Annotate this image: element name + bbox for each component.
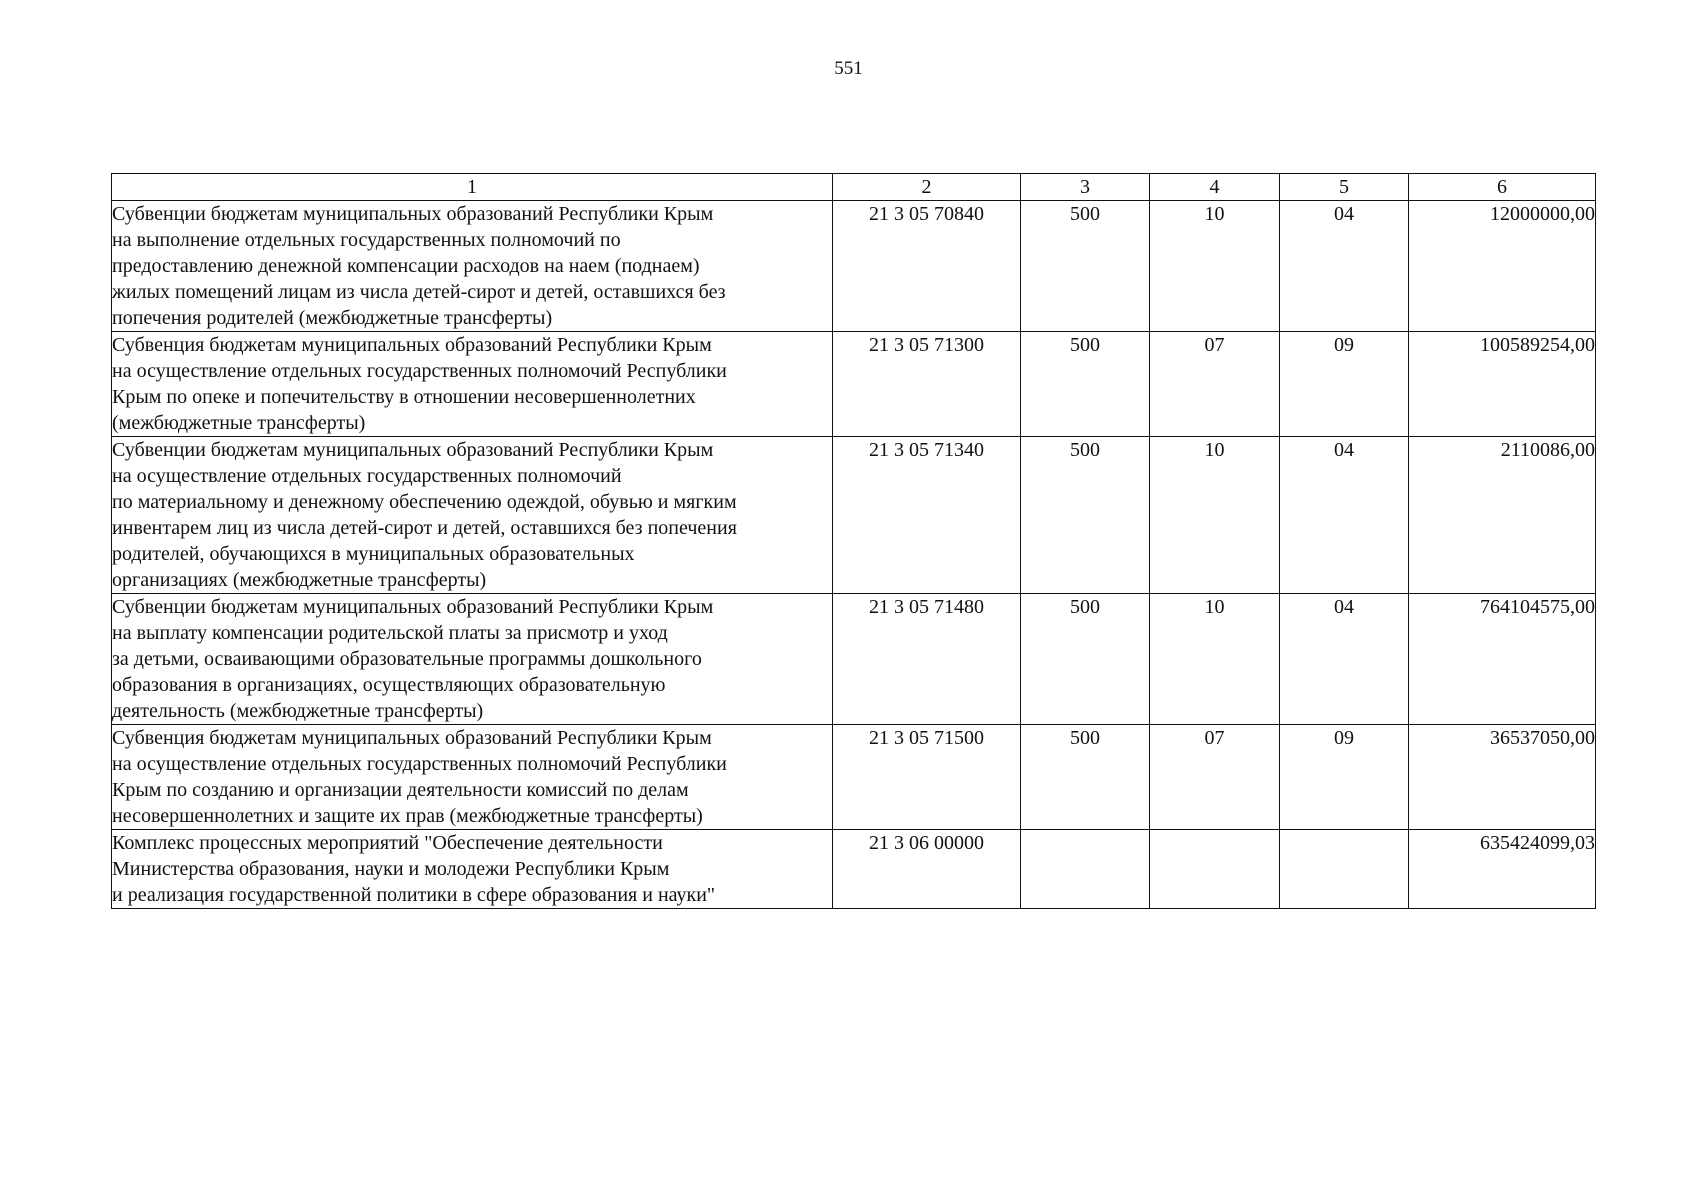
description-line: несовершеннолетних и защите их прав (межбюджетные трансферты) xyxy=(112,805,703,827)
column-4-cell: 10 xyxy=(1150,201,1280,332)
target-code-cell: 21 3 05 71480 xyxy=(833,594,1021,725)
description-line: родителей, обучающихся в муниципальных образовательных xyxy=(112,543,635,565)
description-cell xyxy=(112,201,833,332)
column-5-cell: 09 xyxy=(1280,725,1409,830)
description-cell xyxy=(112,594,833,725)
target-code-cell: 21 3 05 71500 xyxy=(833,725,1021,830)
amount-cell: 100589254,00 xyxy=(1409,332,1596,437)
column-5-cell: 04 xyxy=(1280,437,1409,594)
description-cell xyxy=(112,332,833,437)
column-5-cell: 04 xyxy=(1280,201,1409,332)
description-line: Субвенции бюджетам муниципальных образований Республики Крым xyxy=(112,439,714,461)
description-line: Субвенции бюджетам муниципальных образований Республики Крым xyxy=(112,596,714,618)
table-row xyxy=(112,437,1596,594)
target-code-cell: 21 3 05 70840 xyxy=(833,201,1021,332)
target-code-cell: 21 3 06 00000 xyxy=(833,830,1021,909)
description-line: Комплекс процессных мероприятий "Обеспечение деятельности xyxy=(112,832,663,854)
description-line: попечения родителей (межбюджетные трансферты) xyxy=(112,307,553,329)
column-4-cell: 10 xyxy=(1150,594,1280,725)
column-header-6: 6 xyxy=(1409,174,1596,201)
column-header-3: 3 xyxy=(1021,174,1150,201)
amount-cell: 36537050,00 xyxy=(1409,725,1596,830)
column-5-cell xyxy=(1280,830,1409,909)
column-3-cell: 500 xyxy=(1021,201,1150,332)
table-header-row xyxy=(112,174,1596,201)
description-line: Крым по опеке и попечительству в отношении несовершеннолетних xyxy=(112,386,696,408)
description-cell xyxy=(112,725,833,830)
description-line: по материальному и денежному обеспечению одеждой, обувью и мягким xyxy=(112,491,737,513)
amount-cell: 764104575,00 xyxy=(1409,594,1596,725)
column-4-cell: 07 xyxy=(1150,332,1280,437)
description-line: на выплату компенсации родительской платы за присмотр и уход xyxy=(112,622,668,644)
description-line: предоставлению денежной компенсации расходов на наем (поднаем) xyxy=(112,255,700,277)
table-row xyxy=(112,725,1596,830)
column-5-cell: 04 xyxy=(1280,594,1409,725)
column-3-cell: 500 xyxy=(1021,332,1150,437)
description-line: Субвенции бюджетам муниципальных образований Республики Крым xyxy=(112,203,714,225)
description-line: за детьми, осваивающими образовательные программы дошкольного xyxy=(112,648,702,670)
description-line: Субвенция бюджетам муниципальных образований Республики Крым xyxy=(112,334,712,356)
amount-cell: 12000000,00 xyxy=(1409,201,1596,332)
description-line: организациях (межбюджетные трансферты) xyxy=(112,569,487,591)
description-cell xyxy=(112,830,833,909)
amount-cell: 2110086,00 xyxy=(1409,437,1596,594)
column-header-1: 1 xyxy=(112,174,833,201)
description-line: деятельность (межбюджетные трансферты) xyxy=(112,700,484,722)
column-header-4: 4 xyxy=(1150,174,1280,201)
column-4-cell xyxy=(1150,830,1280,909)
table-row xyxy=(112,332,1596,437)
column-5-cell: 09 xyxy=(1280,332,1409,437)
table-row xyxy=(112,594,1596,725)
table-row xyxy=(112,201,1596,332)
description-line: на выполнение отдельных государственных полномочий по xyxy=(112,229,621,251)
description-line: образования в организациях, осуществляющих образовательную xyxy=(112,674,666,696)
description-line: Министерства образования, науки и молодежи Республики Крым xyxy=(112,858,670,880)
description-line: Крым по созданию и организации деятельности комиссий по делам xyxy=(112,779,689,801)
budget-table xyxy=(111,173,1596,909)
description-line: жилых помещений лицам из числа детей-сирот и детей, оставшихся без xyxy=(112,281,726,303)
description-line: (межбюджетные трансферты) xyxy=(112,412,366,434)
target-code-cell: 21 3 05 71340 xyxy=(833,437,1021,594)
table-row xyxy=(112,830,1596,909)
column-4-cell: 10 xyxy=(1150,437,1280,594)
description-line: на осуществление отдельных государственных полномочий Республики xyxy=(112,753,727,775)
description-cell xyxy=(112,437,833,594)
page-number: 551 xyxy=(834,58,863,79)
column-header-2: 2 xyxy=(833,174,1021,201)
description-line: на осуществление отдельных государственных полномочий xyxy=(112,465,622,487)
column-3-cell: 500 xyxy=(1021,594,1150,725)
column-3-cell: 500 xyxy=(1021,437,1150,594)
description-line: Субвенция бюджетам муниципальных образований Республики Крым xyxy=(112,727,712,749)
column-3-cell xyxy=(1021,830,1150,909)
column-4-cell: 07 xyxy=(1150,725,1280,830)
amount-cell: 635424099,03 xyxy=(1409,830,1596,909)
description-line: на осуществление отдельных государственных полномочий Республики xyxy=(112,360,727,382)
description-line: и реализация государственной политики в сфере образования и науки" xyxy=(112,884,716,906)
description-line: инвентарем лиц из числа детей-сирот и детей, оставшихся без попечения xyxy=(112,517,737,539)
column-header-5: 5 xyxy=(1280,174,1409,201)
column-3-cell: 500 xyxy=(1021,725,1150,830)
target-code-cell: 21 3 05 71300 xyxy=(833,332,1021,437)
